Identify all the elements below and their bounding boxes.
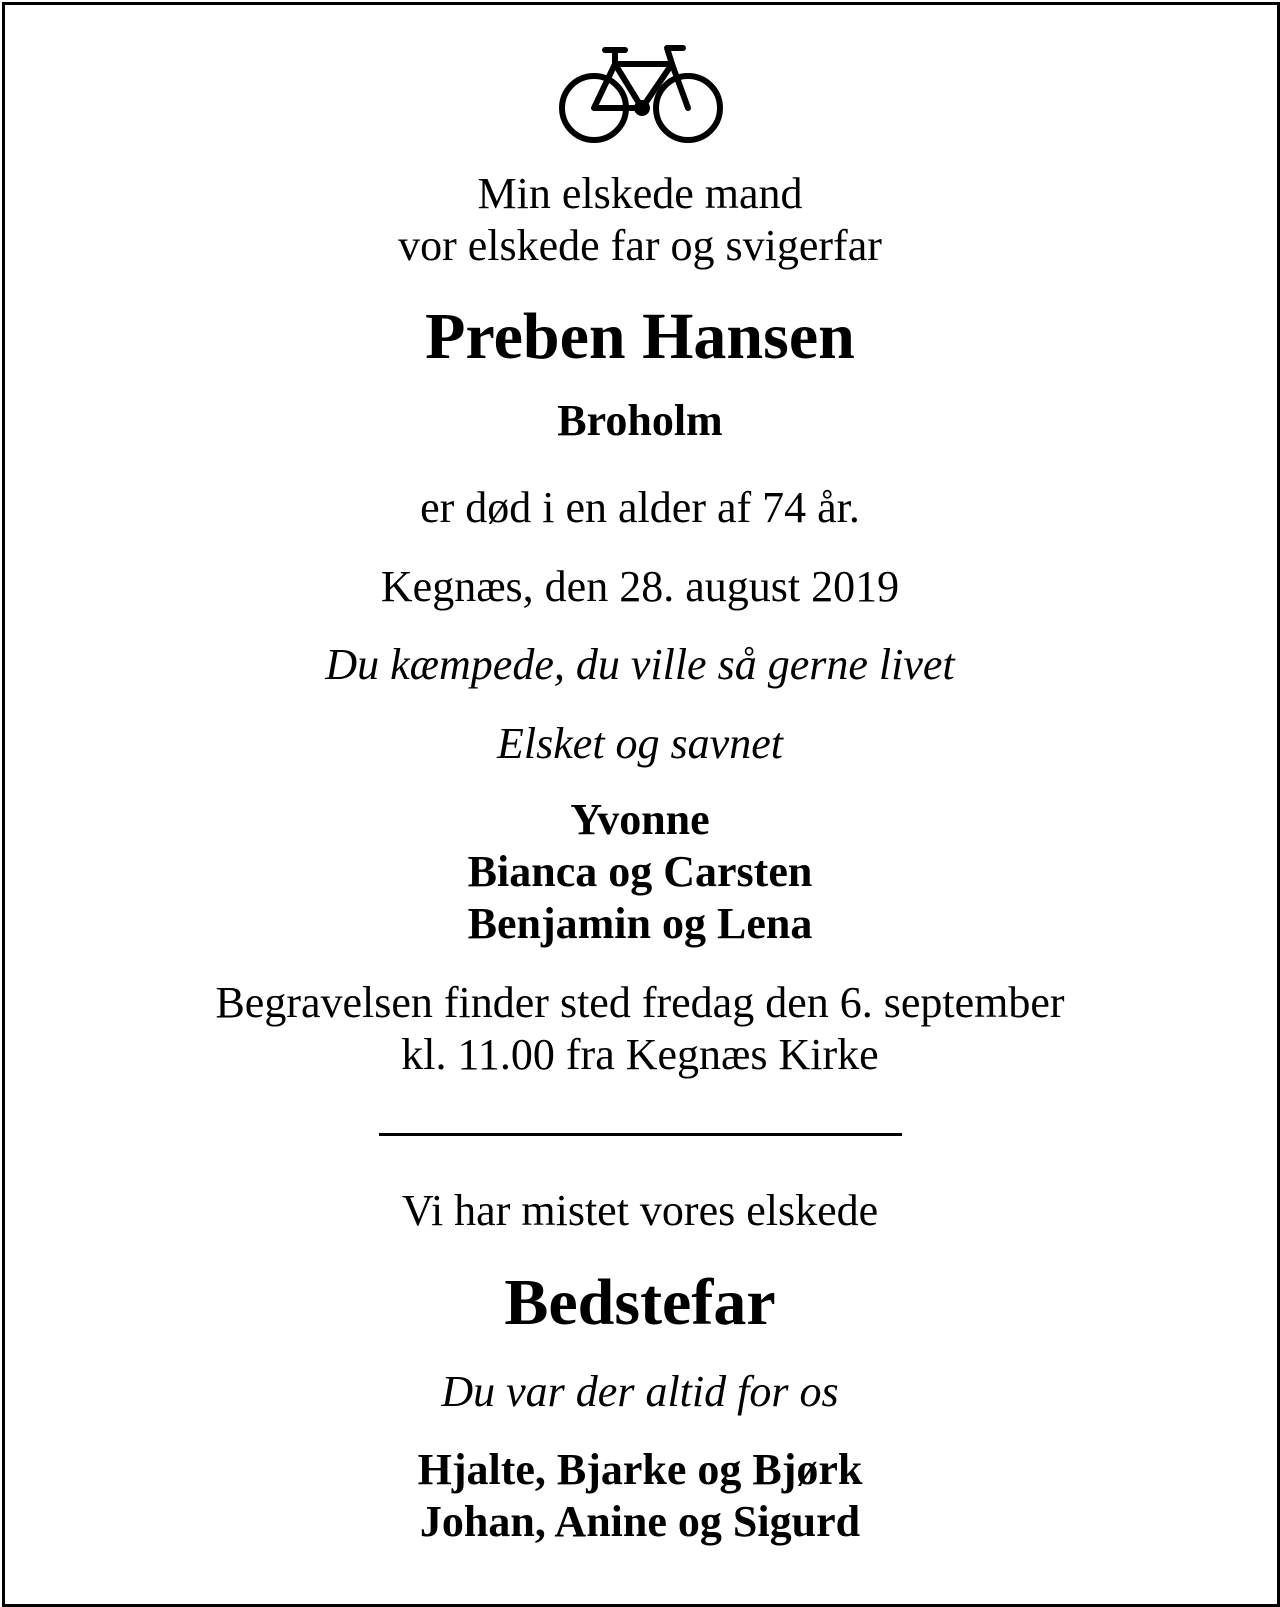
funeral-line-1: Begravelsen finder sted fredag den 6. september (215, 978, 1065, 1027)
deceased-place: Broholm (557, 396, 723, 445)
section-divider (379, 1133, 902, 1136)
verse-line-1: Du kæmpede, du ville så gerne livet (325, 640, 955, 689)
verse-line-2: Elsket og savnet (497, 719, 783, 768)
deceased-name: Preben Hansen (425, 300, 855, 373)
age-line: er død i en alder af 74 år. (420, 483, 860, 532)
funeral-line-2: kl. 11.00 fra Kegnæs Kirke (401, 1030, 879, 1079)
second-intro: Vi har mistet vores elskede (401, 1186, 879, 1235)
second-title: Bedstefar (504, 1266, 776, 1339)
place-date: Kegnæs, den 28. august 2019 (380, 562, 900, 611)
second-verse: Du var der altid for os (441, 1367, 839, 1416)
bicycle-icon (559, 42, 723, 146)
intro-line-1: Min elskede mand (477, 169, 803, 218)
family-line-3: Benjamin og Lena (467, 899, 813, 948)
intro-line-2: vor elskede far og svigerfar (398, 221, 882, 270)
family-line-2: Bianca og Carsten (467, 847, 813, 896)
signers-line-2: Johan, Anine og Sigurd (419, 1497, 861, 1546)
family-line-1: Yvonne (570, 795, 710, 844)
signers-line-1: Hjalte, Bjarke og Bjørk (417, 1445, 863, 1494)
